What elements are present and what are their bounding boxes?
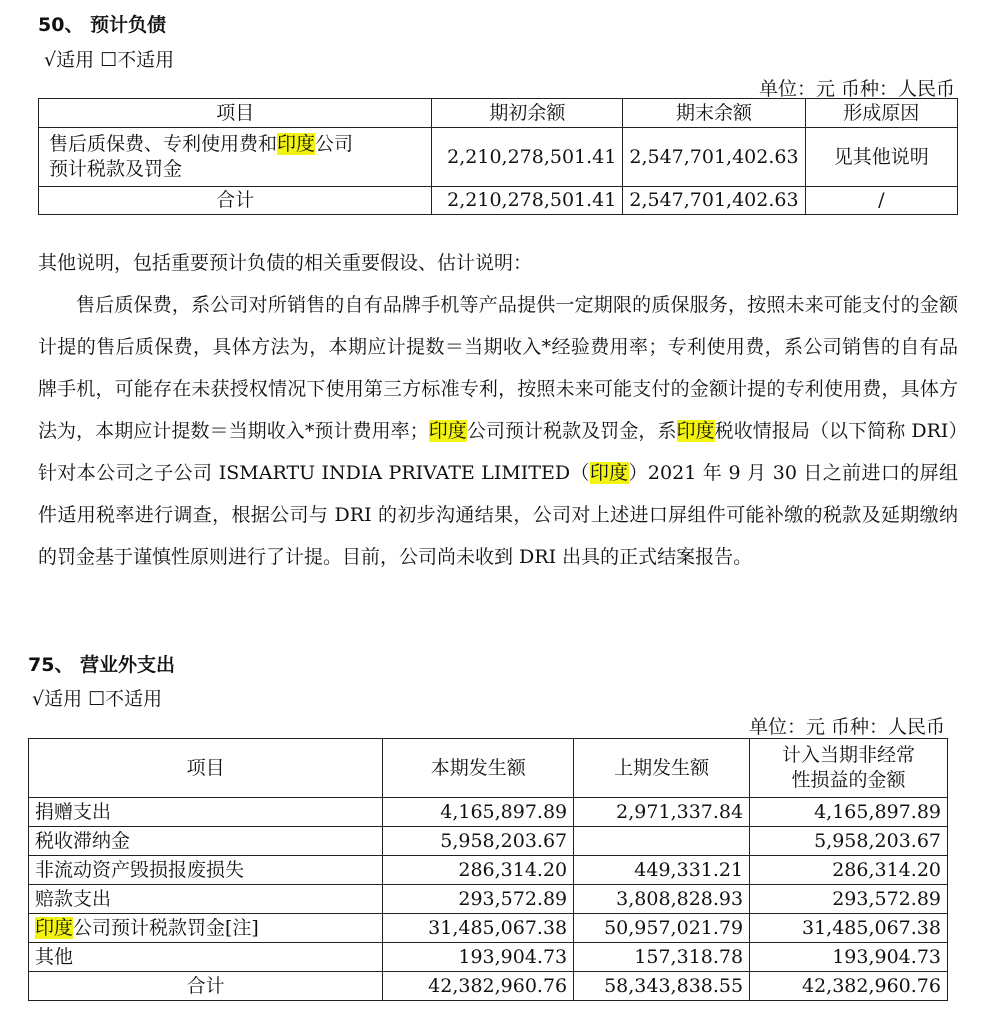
row-reason: 见其他说明	[805, 128, 957, 187]
row-nonrecurring: 286,314.20	[750, 856, 948, 885]
table-row	[29, 798, 948, 827]
header-prior-period: 上期发生额	[574, 739, 750, 798]
row-item: 捐赠支出	[29, 798, 383, 827]
table-row	[29, 856, 948, 885]
total-closing-balance: 2,547,701,402.63	[623, 187, 805, 215]
header-closing-balance: 期末余额	[623, 99, 805, 128]
row-current: 193,904.73	[383, 943, 574, 972]
row-item: 其他	[29, 943, 383, 972]
section-75-applicability: √适用 ☐不适用	[32, 688, 163, 710]
highlight-text: 印度	[277, 133, 316, 155]
section-50-applicability: √适用 ☐不适用	[44, 49, 175, 71]
total-current: 42,382,960.76	[383, 972, 574, 1001]
header-opening-balance: 期初余额	[432, 99, 623, 128]
row-item-text: 公司预计税款罚金[注]	[73, 916, 259, 939]
row-nonrecurring: 31,485,067.38	[750, 914, 948, 943]
highlight-text: 印度	[676, 420, 715, 442]
row-current: 4,165,897.89	[383, 798, 574, 827]
header-item: 项目	[29, 739, 383, 798]
total-prior: 58,343,838.55	[574, 972, 750, 1001]
table-row	[29, 885, 948, 914]
row-item: 非流动资产毁损报废损失	[29, 856, 383, 885]
highlight-text: 印度	[589, 462, 629, 484]
item-text-b: 公司	[315, 133, 354, 155]
notes-intro: 其他说明，包括重要预计负债的相关重要假设、估计说明：	[38, 252, 533, 274]
total-nonrecurring: 42,382,960.76	[750, 972, 948, 1001]
header-reason: 形成原因	[805, 99, 957, 128]
notes-text-1: 售后质保费，系公司对所销售的自有品牌手机等产品提供一定期限的质保服务，按照未来可能支付的金额计提的售后质保费，具体方法为，本期应计提数＝当期收入*经验费用率；专利使用费，系公司销售的自有品牌手机，可能存在未获授权情况下使用第三方标准专利，按照未来可能支付的金额计提的专利使用费，具体方法为，本期应计提数＝当期收入*预计费用率；	[38, 294, 958, 442]
non-operating-expenses-table	[28, 738, 948, 1001]
row-prior: 2,971,337.84	[574, 798, 750, 827]
total-opening-balance: 2,210,278,501.41	[432, 187, 623, 215]
row-item	[29, 914, 383, 943]
row-item	[39, 128, 432, 187]
table-total-row	[39, 187, 958, 215]
header-item: 项目	[39, 99, 432, 128]
section-75-title: 75、 营业外支出	[28, 654, 176, 676]
table-row	[39, 128, 958, 187]
highlight-text: 印度	[428, 420, 467, 442]
table-header-row	[29, 739, 948, 798]
table-total-row	[29, 972, 948, 1001]
table-header-row	[39, 99, 958, 128]
row-nonrecurring: 5,958,203.67	[750, 827, 948, 856]
header-nonrecurring-line1: 计入当期非经常	[782, 744, 916, 766]
row-prior: 157,318.78	[574, 943, 750, 972]
row-closing-balance: 2,547,701,402.63	[623, 128, 805, 187]
row-current: 286,314.20	[383, 856, 574, 885]
total-reason: /	[805, 187, 957, 215]
row-current: 5,958,203.67	[383, 827, 574, 856]
notes-body	[38, 284, 958, 578]
total-label: 合计	[29, 972, 383, 1001]
section-50-title: 50、 预计负债	[38, 14, 167, 36]
row-opening-balance: 2,210,278,501.41	[432, 128, 623, 187]
row-current: 31,485,067.38	[383, 914, 574, 943]
row-item: 赔款支出	[29, 885, 383, 914]
row-prior: 50,957,021.79	[574, 914, 750, 943]
highlight-text: 印度	[35, 916, 74, 939]
header-nonrecurring-line2: 性损益的金额	[791, 769, 906, 791]
section-50-unit: 单位：元 币种：人民币	[758, 78, 955, 100]
section-50-notes	[38, 242, 958, 578]
row-prior: 449,331.21	[574, 856, 750, 885]
header-nonrecurring	[750, 739, 948, 798]
row-item: 税收滞纳金	[29, 827, 383, 856]
notes-text-3: 税收情报局（以下简称 DRI）针对本公司之子公司 ISMARTU INDIA PRIVATE LIMITED（	[38, 420, 958, 484]
table-row	[29, 827, 948, 856]
table-row	[29, 943, 948, 972]
row-nonrecurring: 193,904.73	[750, 943, 948, 972]
header-current-period: 本期发生额	[383, 739, 574, 798]
notes-text-2: 公司预计税款及罚金，系	[466, 420, 677, 442]
item-text-c: 预计税款及罚金	[49, 158, 183, 180]
row-prior	[574, 827, 750, 856]
table-row	[29, 914, 948, 943]
row-prior: 3,808,828.93	[574, 885, 750, 914]
item-text-a: 售后质保费、专利使用费和	[49, 133, 278, 155]
row-current: 293,572.89	[383, 885, 574, 914]
provisions-table	[38, 98, 958, 215]
notes-text-4: ）2021 年 9 月 30 日之前进口的屏组件适用税率进行调查，根据公司与 DRI 的初步沟通结果，公司对上述进口屏组件可能补缴的税款及延期缴纳的罚金基于谨慎性原则进行了计提。目前，公司尚未收到 DRI 出具的正式结案报告。	[38, 462, 958, 568]
total-label: 合计	[39, 187, 432, 215]
row-nonrecurring: 293,572.89	[750, 885, 948, 914]
section-75-unit: 单位：元 币种：人民币	[748, 716, 945, 738]
row-nonrecurring: 4,165,897.89	[750, 798, 948, 827]
